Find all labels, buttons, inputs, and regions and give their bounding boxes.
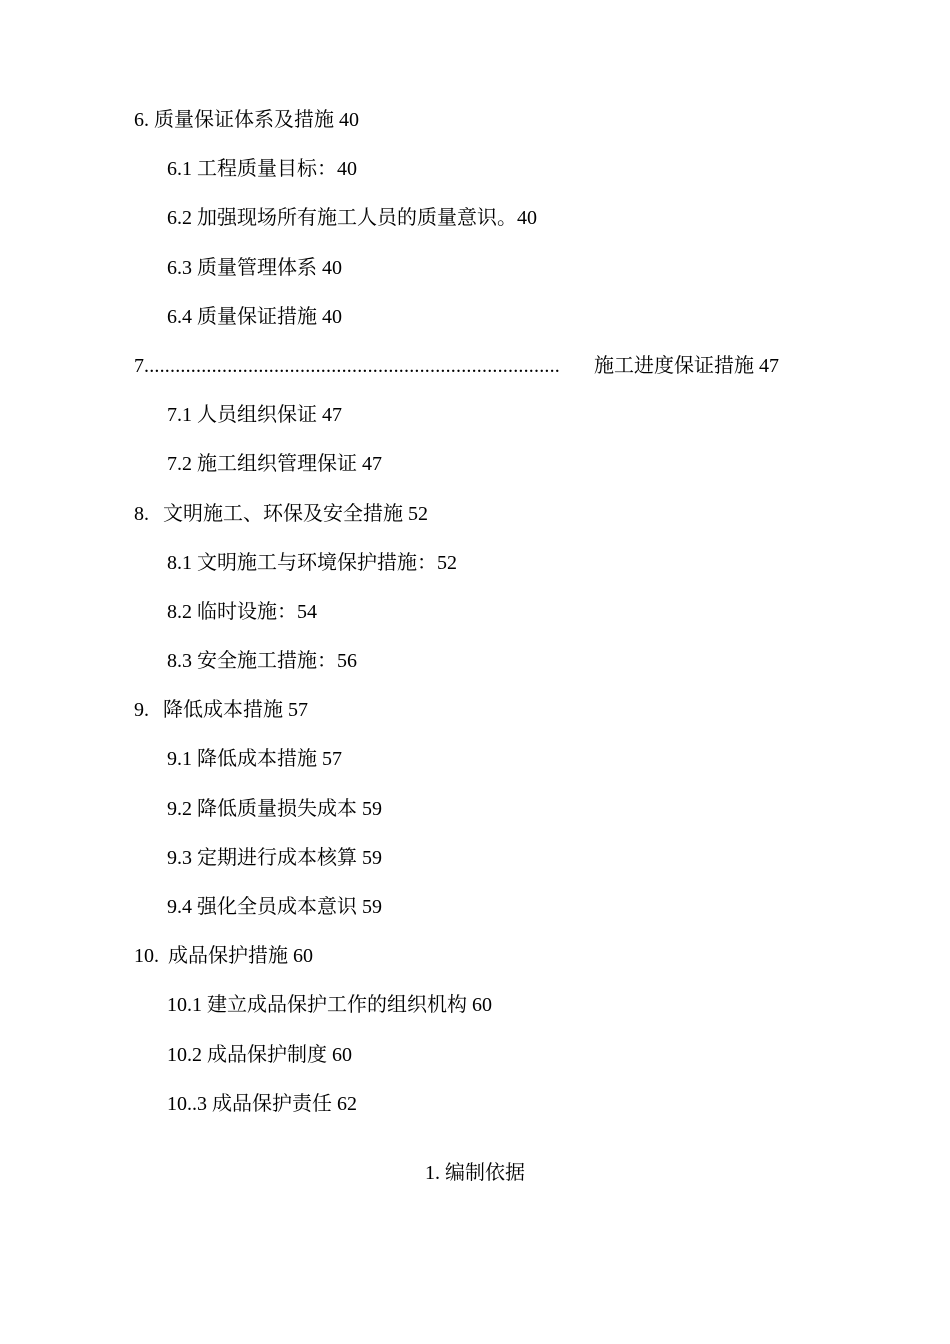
toc-entry-text: 10.2 成品保护制度 60: [167, 1043, 352, 1066]
toc-entry-text: 文明施工、环保及安全措施 52: [163, 502, 428, 525]
toc-entry-10-1[interactable]: [0, 983, 950, 1032]
toc-entry-9-4[interactable]: [0, 885, 950, 934]
toc-entry-text: 8.2 临时设施：54: [167, 600, 317, 623]
toc-dotted-row: [134, 344, 792, 388]
toc-entry-text: 6. 质量保证体系及措施 40: [134, 109, 359, 131]
toc-entry-10-2[interactable]: [0, 1033, 950, 1082]
toc-entry-8-1[interactable]: [0, 541, 950, 590]
table-of-contents: [0, 98, 950, 1131]
toc-entry-9-2[interactable]: [0, 787, 950, 836]
toc-entry-text: 6.4 质量保证措施 40: [167, 305, 342, 328]
toc-entry-number: 9.: [134, 699, 149, 722]
toc-entry-text: 8.3 安全施工措施：56: [167, 650, 357, 673]
toc-entry-10[interactable]: [0, 934, 950, 983]
toc-entry-text: 7.1 人员组织保证 47: [167, 404, 342, 427]
toc-entry-text: 6.1 工程质量目标：40: [167, 158, 357, 181]
toc-entry-9-3[interactable]: [0, 836, 950, 885]
toc-entry-number: 8.: [134, 502, 149, 525]
toc-entry-7-1[interactable]: [0, 393, 950, 442]
toc-entry-text: 施工进度保证措施 47: [594, 354, 779, 377]
toc-entry-8-2[interactable]: [0, 590, 950, 639]
toc-entry-6-2[interactable]: [0, 196, 950, 245]
toc-entry-text: 9.2 降低质量损失成本 59: [167, 797, 382, 820]
toc-entry-text: 9.1 降低成本措施 57: [167, 748, 342, 771]
toc-entry-6-3[interactable]: [0, 246, 950, 295]
toc-entry-6[interactable]: [0, 98, 950, 147]
toc-entry-text: 9.3 定期进行成本核算 59: [167, 846, 382, 869]
toc-entry-9[interactable]: [0, 688, 950, 737]
section-heading: 1. 编制依据: [425, 1162, 525, 1184]
toc-entry-number: 10.: [134, 945, 159, 968]
toc-entry-text: 10.1 建立成品保护工作的组织机构 60: [167, 994, 492, 1017]
toc-dot-leader: ................................................................................: [144, 354, 560, 377]
toc-entry-6-1[interactable]: [0, 147, 950, 196]
toc-entry-text: 8.1 文明施工与环境保护措施：52: [167, 551, 457, 574]
toc-entry-10-3[interactable]: [0, 1082, 950, 1131]
toc-entry-number: 7: [134, 354, 144, 377]
toc-entry-7[interactable]: [0, 344, 950, 393]
toc-entry-text: 6.3 质量管理体系 40: [167, 256, 342, 279]
toc-entry-text: 9.4 强化全员成本意识 59: [167, 896, 382, 918]
toc-entry-7-2[interactable]: [0, 442, 950, 491]
toc-entry-8[interactable]: [0, 492, 950, 541]
toc-entry-text: 6.2 加强现场所有施工人员的质量意识。40: [167, 207, 537, 230]
toc-entry-6-4[interactable]: [0, 295, 950, 344]
toc-entry-text: 10..3 成品保护责任 62: [167, 1092, 357, 1115]
toc-entry-text: 7.2 施工组织管理保证 47: [167, 453, 382, 476]
toc-entry-9-1[interactable]: [0, 737, 950, 786]
toc-entry-text: 成品保护措施 60: [168, 945, 313, 968]
toc-entry-8-3[interactable]: [0, 639, 950, 688]
toc-entry-text: 降低成本措施 57: [163, 699, 308, 722]
